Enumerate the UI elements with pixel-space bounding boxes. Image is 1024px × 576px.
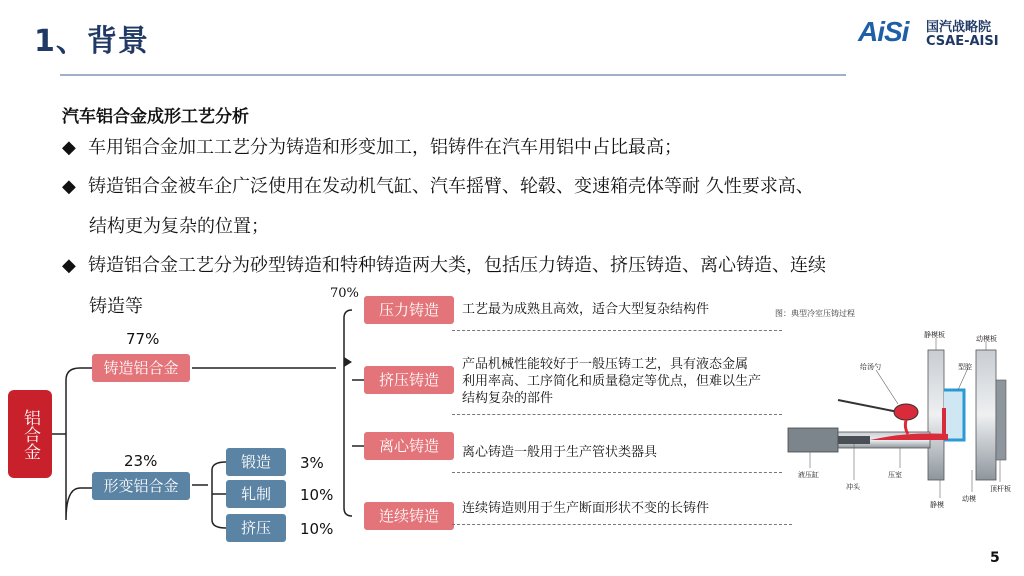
pour-stream bbox=[905, 420, 908, 434]
method-divider bbox=[452, 524, 792, 525]
moving-plate bbox=[976, 350, 996, 480]
bullet-2-continuation: 结构更为复杂的位置； bbox=[89, 216, 269, 237]
diamond-bullet-icon: ◆ bbox=[62, 137, 76, 158]
method-die-casting-desc: 工艺最为成熟且高效，适合大型复杂结构件 bbox=[462, 302, 710, 317]
ejector-plate bbox=[996, 380, 1006, 460]
wrought-child-forging: 锻造 bbox=[226, 448, 286, 476]
label-moving-plate: 动模板 bbox=[976, 335, 997, 343]
method-die-casting: 压力铸造 bbox=[364, 296, 454, 324]
method-continuous-casting: 连续铸造 bbox=[364, 502, 454, 530]
static-plate bbox=[928, 350, 944, 480]
logo-name-en: CSAE-AISI bbox=[926, 34, 999, 49]
wrought-child-rolling-percent: 10% bbox=[300, 486, 334, 504]
wrought-alloy-node: 形变铝合金 bbox=[92, 472, 190, 500]
die-casting-illustration bbox=[780, 320, 1016, 520]
die-casting-percent: 70% bbox=[330, 286, 359, 301]
bullet-2-text: 铸造铝合金被车企广泛使用在发动机气缸、汽车摇臂、轮毂、变速箱壳体等耐 久性要求高、 bbox=[88, 176, 814, 197]
plunger-rod bbox=[838, 436, 870, 444]
page-number: 5 bbox=[990, 550, 1000, 566]
root-node-label: 铝合金 bbox=[20, 408, 40, 460]
ladle-handle bbox=[838, 400, 898, 412]
method-divider bbox=[452, 472, 782, 473]
cast-alloy-percent: 77% bbox=[126, 330, 160, 348]
slide-title: 1、背景 bbox=[34, 24, 149, 59]
method-centrifugal-casting-desc: 离心铸造一般用于生产管状类器具 bbox=[462, 445, 658, 460]
hydraulic-cylinder bbox=[788, 428, 838, 452]
label-cylinder: 液压缸 bbox=[798, 471, 819, 479]
bullet-1-text: 车用铝合金加工工艺分为铸造和形变加工，铝铸件在汽车用铝中占比最高； bbox=[88, 137, 682, 158]
label-ejector: 顶杆板 bbox=[990, 485, 1011, 493]
method-squeeze-casting-desc: 产品机械性能较好于一般压铸工艺，具有液态金属 利用率高、工序简化和质量稳定等优点，但难以生产结构复杂的部件 bbox=[462, 357, 762, 406]
wrought-alloy-percent: 23% bbox=[124, 452, 158, 470]
method-divider bbox=[452, 330, 782, 331]
method-continuous-casting-desc: 连续铸造则用于生产断面形状不变的长铸件 bbox=[462, 501, 710, 516]
label-chamber: 压室 bbox=[888, 471, 902, 479]
logo-name-cn: 国汽战略院 bbox=[926, 20, 992, 35]
diamond-bullet-icon: ◆ bbox=[62, 255, 76, 276]
diamond-bullet-icon: ◆ bbox=[62, 176, 76, 197]
wrought-child-rolling: 轧制 bbox=[226, 480, 286, 508]
bullet-3-text: 铸造铝合金工艺分为砂型铸造和特种铸造两大类，包括压力铸造、挤压铸造、离心铸造、连续 bbox=[88, 255, 826, 276]
bullet-3-continuation: 铸造等 bbox=[89, 296, 143, 317]
label-cavity: 型腔 bbox=[958, 363, 972, 371]
method-centrifugal-casting: 离心铸造 bbox=[364, 432, 454, 460]
logo-mark: AiSi bbox=[858, 16, 909, 47]
label-ladle: 给汤勺 bbox=[860, 363, 881, 371]
method-squeeze-casting: 挤压铸造 bbox=[364, 366, 454, 394]
wrought-child-forging-percent: 3% bbox=[300, 454, 324, 472]
die-cavity bbox=[944, 390, 964, 440]
label-plunger: 冲头 bbox=[846, 483, 860, 491]
label-moving-die: 动模 bbox=[962, 495, 976, 503]
figure-caption: 图：典型冷室压铸过程 bbox=[775, 309, 855, 318]
method-divider bbox=[452, 414, 782, 415]
root-node-aluminum-alloy bbox=[8, 390, 52, 478]
wrought-child-extrusion: 挤压 bbox=[226, 514, 286, 542]
ladle bbox=[894, 404, 918, 420]
label-static-plate: 静模板 bbox=[924, 331, 945, 339]
label-static-die: 静模 bbox=[930, 501, 944, 509]
cast-alloy-node: 铸造铝合金 bbox=[92, 354, 190, 382]
section-subtitle: 汽车铝合金成形工艺分析 bbox=[62, 107, 249, 127]
wrought-child-extrusion-percent: 10% bbox=[300, 520, 334, 538]
